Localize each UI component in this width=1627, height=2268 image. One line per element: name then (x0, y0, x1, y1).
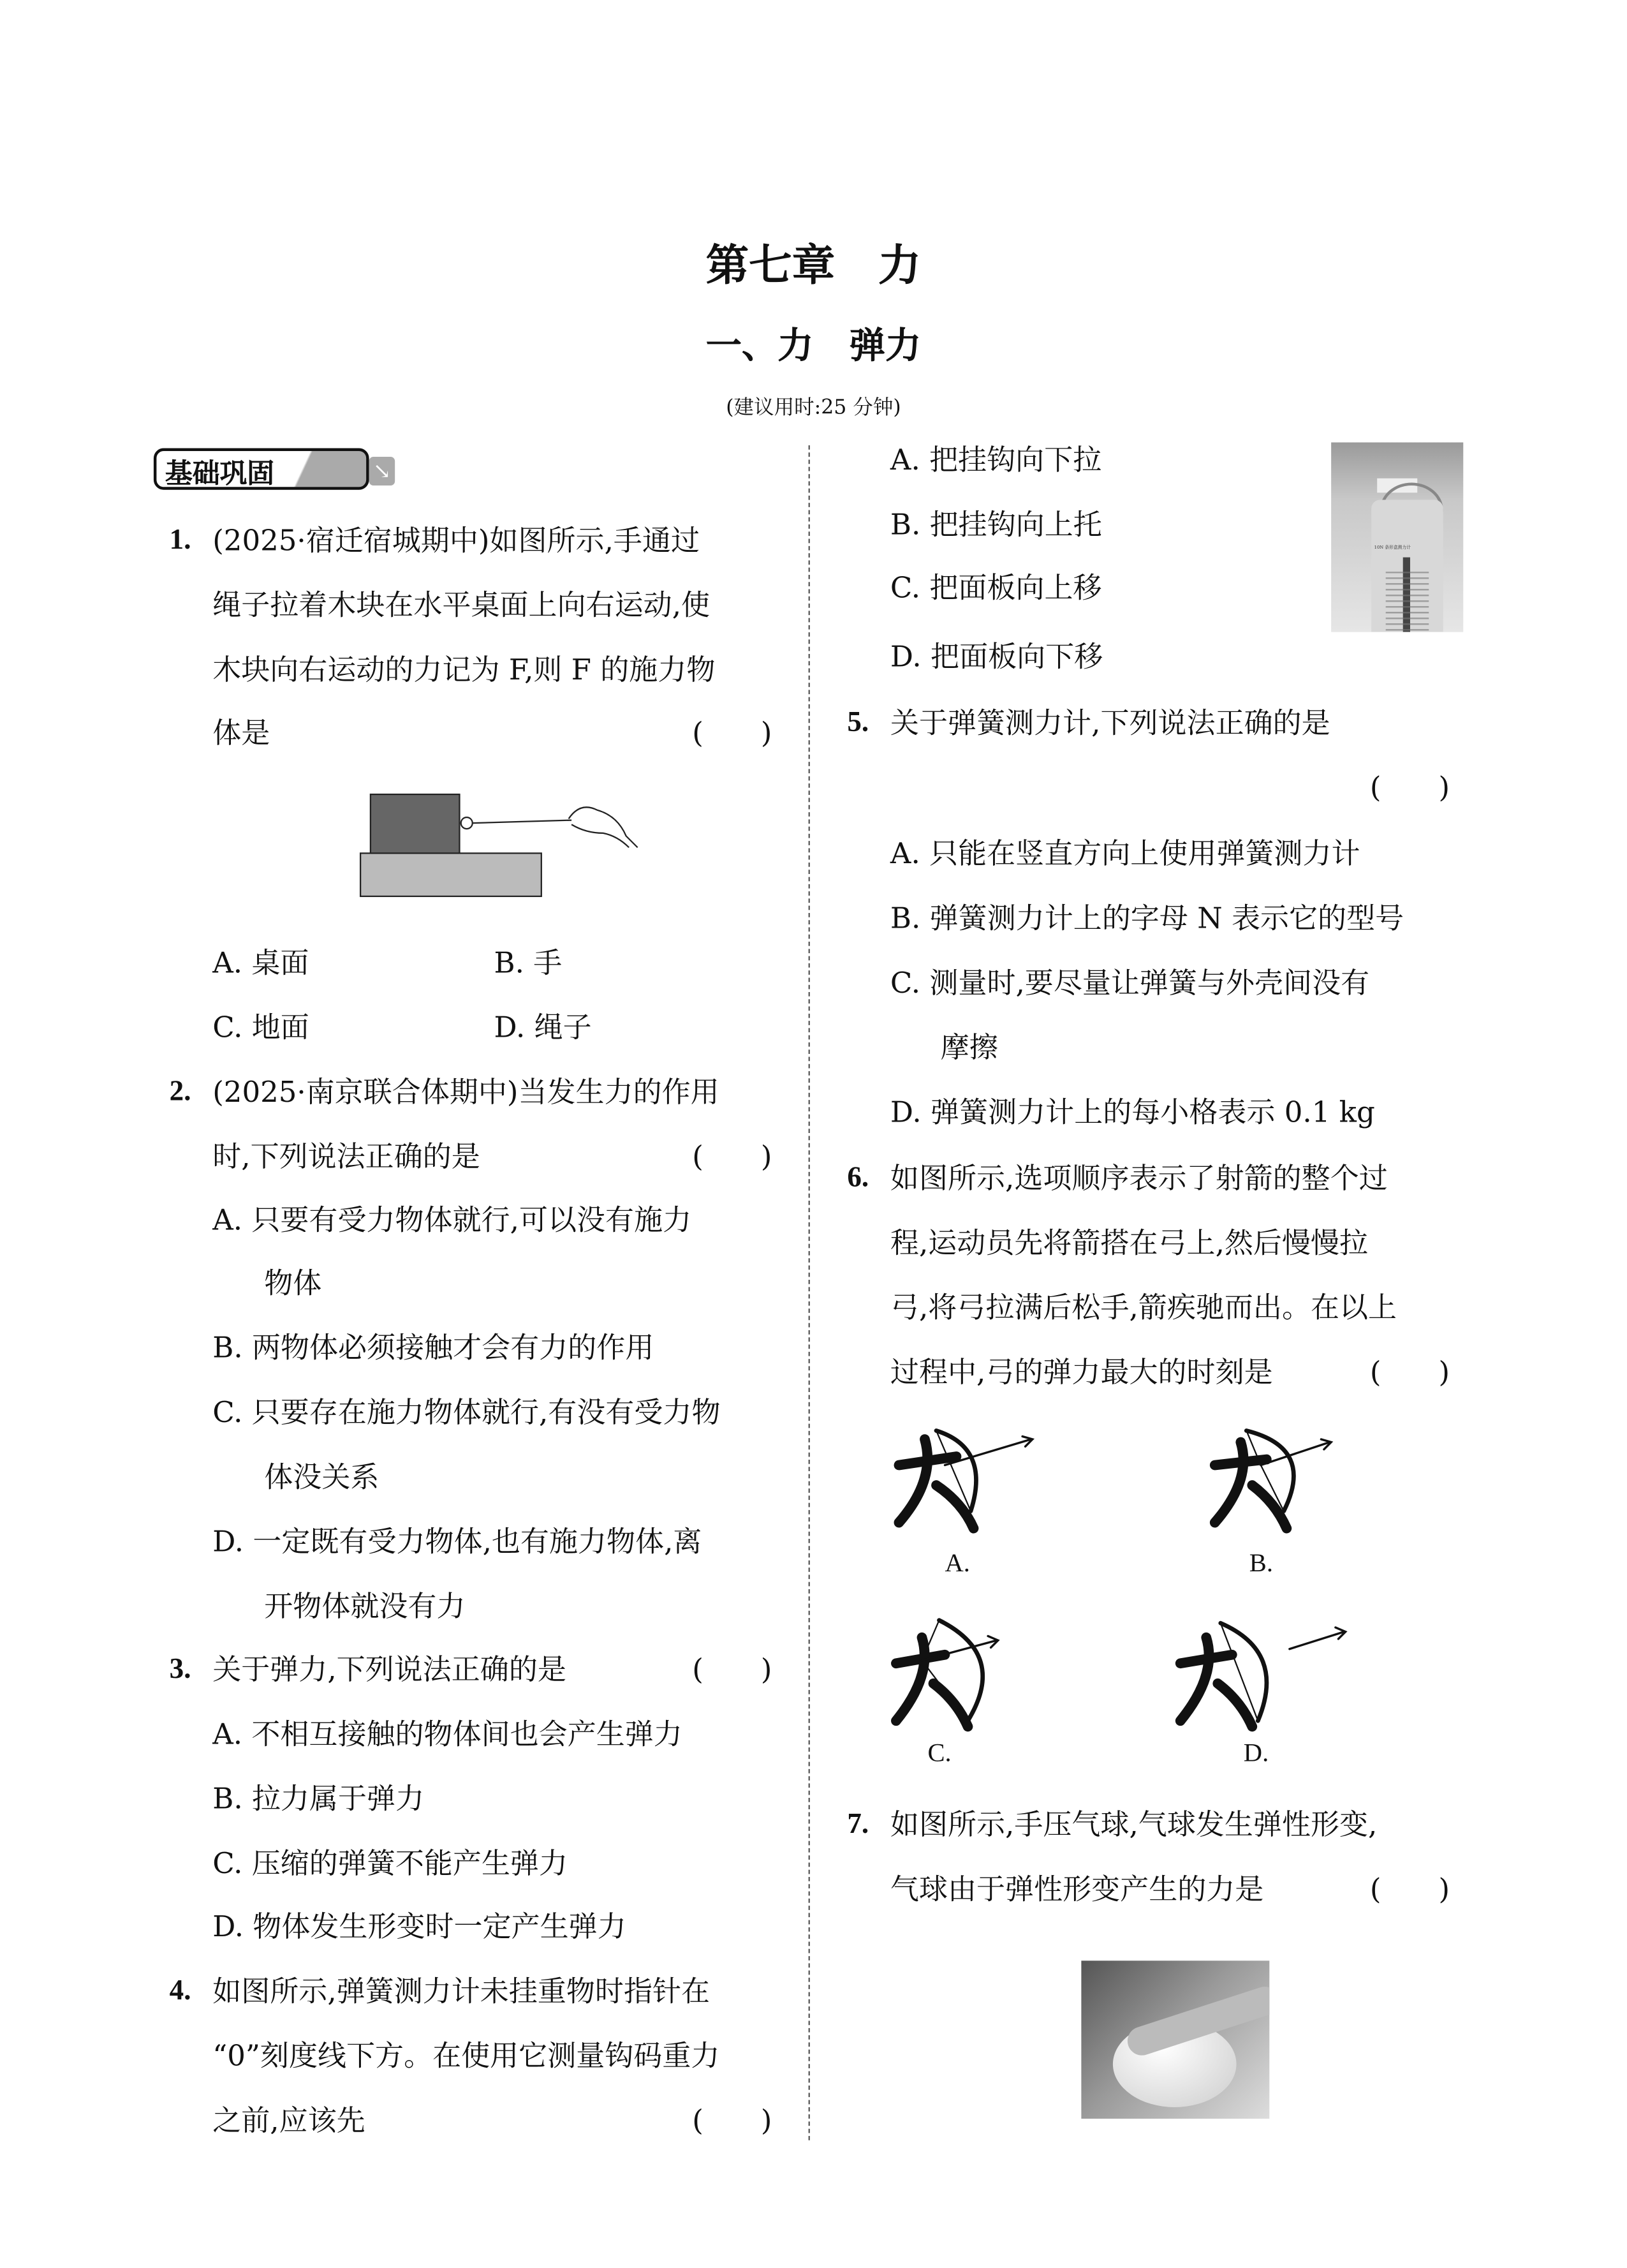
question-text: 关于弹簧测力计,下列说法正确的是 (890, 705, 1330, 740)
option-d[interactable]: D. 一定既有受力物体,也有施力物体,离 (212, 1523, 702, 1559)
question-text: 弓,将弓拉满后松手,箭疾驰而出。在以上 (890, 1289, 1397, 1324)
question-number: 3. (169, 1653, 191, 1686)
answer-blank[interactable]: ( ) (692, 715, 772, 750)
question-text: 如图所示,弹簧测力计未挂重物时指针在 (212, 1973, 710, 2008)
scale-label: 10N 条形盒测力计 (1374, 544, 1411, 551)
question-text: 绳子拉着木块在水平桌面上向右运动,使 (212, 587, 710, 622)
option-b[interactable]: B. 弹簧测力计上的字母 N 表示它的型号 (890, 900, 1404, 935)
figure-label-b: B. (1249, 1548, 1273, 1578)
archer-figure-d (1172, 1612, 1358, 1741)
option-a[interactable]: A. 只要有受力物体就行,可以没有施力 (212, 1202, 692, 1237)
question-number: 7. (847, 1808, 869, 1841)
answer-blank[interactable]: ( ) (692, 1652, 772, 1687)
question-text: 如图所示,选项顺序表示了射箭的整个过 (890, 1160, 1388, 1196)
answer-blank[interactable]: ( ) (1369, 1871, 1450, 1906)
figure-label-d: D. (1243, 1738, 1269, 1767)
option-c[interactable]: C. 压缩的弹簧不能产生弹力 (212, 1846, 568, 1881)
option-a-cont[interactable]: 物体 (264, 1265, 322, 1300)
question-text: 过程中,弓的弹力最大的时刻是 (890, 1354, 1273, 1390)
question-text: “0”刻度线下方。在使用它测量钩码重力 (212, 2038, 720, 2073)
section-title: 一、力 弹力 (705, 324, 922, 367)
option-d-cont[interactable]: 开物体就没有力 (264, 1589, 466, 1624)
question-number: 4. (169, 1975, 191, 2007)
question-number: 6. (847, 1162, 869, 1194)
answer-blank[interactable]: ( ) (692, 1139, 772, 1174)
question-text: 体是 (212, 715, 270, 750)
answer-blank[interactable]: ( ) (1369, 769, 1450, 804)
option-c-cont[interactable]: 体没关系 (264, 1459, 379, 1494)
answer-blank[interactable]: ( ) (692, 2103, 772, 2138)
option-b[interactable]: B. 两物体必须接触才会有力的作用 (212, 1330, 654, 1365)
option-c[interactable]: C. 测量时,要尽量让弹簧与外壳间没有 (890, 965, 1370, 1000)
option-c[interactable]: C. 把面板向上移 (890, 570, 1102, 605)
question-text: 时,下列说法正确的是 (212, 1139, 480, 1174)
option-b[interactable]: B. 把挂钩向上托 (890, 507, 1102, 542)
block-rope-hand-figure (356, 787, 643, 905)
question-text: (2025·宿迁宿城期中)如图所示,手通过 (212, 523, 700, 558)
question-text: 程,运动员先将箭搭在弓上,然后慢慢拉 (890, 1225, 1369, 1260)
archer-figure-c (887, 1612, 1045, 1741)
figure-label-a: A. (945, 1548, 970, 1578)
option-d[interactable]: D. 绳子 (494, 1009, 592, 1044)
option-a[interactable]: A. 桌面 (212, 945, 309, 980)
section-badge (154, 448, 369, 489)
question-number: 1. (169, 524, 191, 556)
question-text: 之前,应该先 (212, 2103, 365, 2138)
option-c-cont[interactable]: 摩擦 (940, 1030, 998, 1065)
option-d[interactable]: D. 把面板向下移 (890, 639, 1103, 674)
option-a[interactable]: A. 不相互接触的物体间也会产生弹力 (212, 1716, 682, 1751)
question-text: 关于弹力,下列说法正确的是 (212, 1652, 566, 1687)
archer-figure-b (1204, 1422, 1362, 1537)
question-text: 木块向右运动的力记为 F,则 F 的施力物 (212, 652, 716, 687)
archer-figure-a (887, 1422, 1045, 1537)
question-number: 2. (169, 1076, 191, 1108)
option-a[interactable]: A. 只能在竖直方向上使用弹簧测力计 (890, 836, 1360, 871)
time-hint: (建议用时:25 分钟) (726, 396, 901, 420)
badge-label: 基础巩固 (165, 458, 275, 490)
figure-label-c: C. (927, 1738, 952, 1767)
answer-blank[interactable]: ( ) (1369, 1354, 1450, 1390)
option-b[interactable]: B. 手 (494, 945, 563, 980)
question-text: 气球由于弹性形变产生的力是 (890, 1871, 1264, 1906)
question-number: 5. (847, 706, 869, 739)
option-b[interactable]: B. 拉力属于弹力 (212, 1781, 425, 1816)
column-divider (809, 445, 810, 2140)
question-text: 如图所示,手压气球,气球发生弹性形变, (890, 1807, 1378, 1842)
option-d[interactable]: D. 物体发生形变时一定产生弹力 (212, 1909, 626, 1944)
option-c[interactable]: C. 地面 (212, 1009, 309, 1044)
question-text: (2025·南京联合体期中)当发生力的作用 (212, 1074, 719, 1109)
arrow-down-right-icon: ↘ (369, 457, 395, 485)
chapter-title: 第七章 力 (705, 241, 922, 292)
hand-pressing-balloon-photo (1081, 1960, 1269, 2119)
option-c[interactable]: C. 只要存在施力物体就行,有没有受力物 (212, 1395, 721, 1430)
spring-scale-photo (1331, 442, 1463, 632)
option-a[interactable]: A. 把挂钩向下拉 (890, 442, 1102, 477)
option-d[interactable]: D. 弹簧测力计上的每小格表示 0.1 kg (890, 1094, 1375, 1129)
